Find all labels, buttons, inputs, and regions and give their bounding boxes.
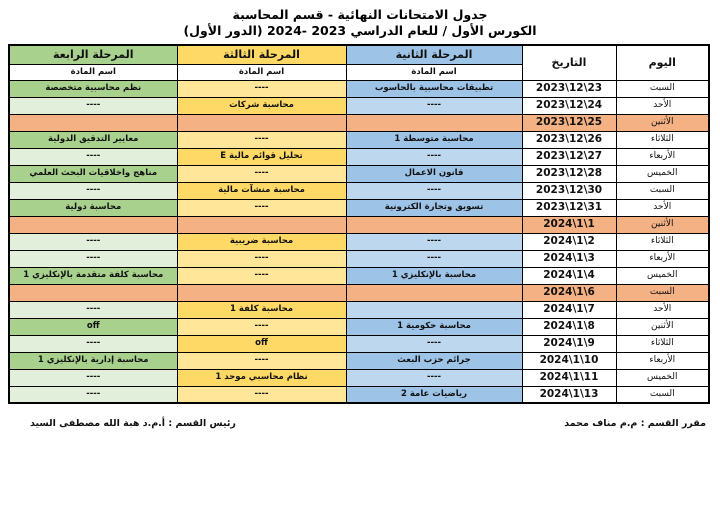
- stage2-header: المرحلة الثانية: [346, 45, 522, 64]
- date-cell: 30\12\2023: [522, 182, 616, 199]
- date-cell: 2\1\2024: [522, 233, 616, 250]
- stage3-cell: محاسبة شركات: [177, 97, 346, 114]
- stage2-cell: ----: [346, 182, 522, 199]
- table-row: [9, 284, 709, 301]
- date-cell: 26\12\2023: [522, 131, 616, 148]
- stage3-cell: محاسبة ضريبية: [177, 233, 346, 250]
- table-row: [9, 148, 709, 165]
- table-row: [9, 386, 709, 403]
- stage3-cell: ----: [177, 267, 346, 284]
- date-cell: 1\1\2024: [522, 216, 616, 233]
- stage4-cell: ----: [9, 97, 177, 114]
- stage3-cell: ----: [177, 199, 346, 216]
- stage2-cell: [346, 301, 522, 318]
- table-row: [9, 318, 709, 335]
- day-cell: السبت: [616, 80, 709, 97]
- stage4-header: المرحلة الرابعة: [9, 45, 177, 64]
- date-cell: 27\12\2023: [522, 148, 616, 165]
- date-cell: 9\1\2024: [522, 335, 616, 352]
- date-cell: 4\1\2024: [522, 267, 616, 284]
- stage2-cell: تطبيقات محاسبية بالحاسوب: [346, 80, 522, 97]
- table-row: [9, 199, 709, 216]
- title-line-1: جدول الامتحانات النهائية - قسم المحاسبة: [232, 7, 488, 22]
- stage2-cell: ----: [346, 233, 522, 250]
- stage2-cell: ----: [346, 335, 522, 352]
- stage4-subject-label: اسم المادة: [9, 64, 177, 80]
- table-row: [9, 114, 709, 131]
- stage4-cell: ----: [9, 369, 177, 386]
- day-cell: الأثنين: [616, 318, 709, 335]
- stage3-cell: ----: [177, 386, 346, 403]
- stage3-cell: ----: [177, 165, 346, 182]
- stage3-cell: محاسبة كلفة 1: [177, 301, 346, 318]
- stage4-cell: ----: [9, 301, 177, 318]
- stage3-subject-label: اسم المادة: [177, 64, 346, 80]
- stage4-cell: ----: [9, 335, 177, 352]
- day-cell: الثلاثاء: [616, 131, 709, 148]
- day-cell: الأحد: [616, 97, 709, 114]
- stage3-cell: ----: [177, 352, 346, 369]
- day-cell: الأربعاء: [616, 250, 709, 267]
- page-title: [0, 0, 720, 39]
- schedule-body: [9, 80, 709, 403]
- table-row: [9, 97, 709, 114]
- stage4-cell: محاسبة دولية: [9, 199, 177, 216]
- footer: [30, 418, 706, 429]
- stage3-header: المرحلة الثالثة: [177, 45, 346, 64]
- stage2-cell: ----: [346, 97, 522, 114]
- day-cell: الأثنين: [616, 216, 709, 233]
- table-row: [9, 267, 709, 284]
- stage4-cell: ----: [9, 148, 177, 165]
- day-cell: السبت: [616, 386, 709, 403]
- table-row: [9, 80, 709, 97]
- title-line-2: الكورس الأول / للعام الدراسي 2023 -2024 (الدور الأول): [183, 23, 537, 38]
- date-cell: 31\12\2023: [522, 199, 616, 216]
- table-row: [9, 301, 709, 318]
- header-row-stages: [9, 45, 709, 64]
- stage4-cell: محاسبة كلفة متقدمة بالإنكليزي 1: [9, 267, 177, 284]
- day-cell: الخميس: [616, 267, 709, 284]
- day-cell: الأربعاء: [616, 148, 709, 165]
- department-head: رئيس القسم : أ.م.د هبة الله مصطفى السيد: [30, 418, 236, 429]
- stage2-cell: محاسبة بالإنكليزي 1: [346, 267, 522, 284]
- date-cell: 6\1\2024: [522, 284, 616, 301]
- date-column-header: التاريخ: [522, 45, 616, 80]
- stage3-cell: ----: [177, 250, 346, 267]
- stage2-cell: قانون الاعمال: [346, 165, 522, 182]
- stage3-cell: تحليل قوائم مالية E: [177, 148, 346, 165]
- stage3-cell: [177, 284, 346, 301]
- day-cell: الثلاثاء: [616, 335, 709, 352]
- stage2-cell: تسويق وتجارة الكترونية: [346, 199, 522, 216]
- stage4-cell: ----: [9, 386, 177, 403]
- date-cell: 7\1\2024: [522, 301, 616, 318]
- table-row: [9, 233, 709, 250]
- exam-schedule-table: [8, 44, 710, 404]
- table-row: [9, 216, 709, 233]
- stage2-cell: ----: [346, 369, 522, 386]
- day-cell: الخميس: [616, 369, 709, 386]
- stage2-cell: [346, 216, 522, 233]
- day-cell: الثلاثاء: [616, 233, 709, 250]
- day-cell: السبت: [616, 284, 709, 301]
- day-cell: السبت: [616, 182, 709, 199]
- stage2-cell: [346, 284, 522, 301]
- stage3-cell: ----: [177, 131, 346, 148]
- stage2-cell: ----: [346, 250, 522, 267]
- stage4-cell: [9, 284, 177, 301]
- stage4-cell: [9, 216, 177, 233]
- day-cell: الأثنين: [616, 114, 709, 131]
- stage2-cell: ----: [346, 148, 522, 165]
- stage3-cell: محاسبة منشآت مالية: [177, 182, 346, 199]
- stage4-cell: نظم محاسبية متخصصة: [9, 80, 177, 97]
- date-cell: 13\1\2024: [522, 386, 616, 403]
- stage4-cell: ----: [9, 182, 177, 199]
- day-cell: الأحد: [616, 301, 709, 318]
- stage2-cell: محاسبة حكومية 1: [346, 318, 522, 335]
- stage4-cell: [9, 114, 177, 131]
- stage3-cell: [177, 114, 346, 131]
- stage4-cell: ----: [9, 250, 177, 267]
- date-cell: 8\1\2024: [522, 318, 616, 335]
- stage4-cell: مناهج واخلاقيات البحث العلمي: [9, 165, 177, 182]
- date-cell: 10\1\2024: [522, 352, 616, 369]
- date-cell: 11\1\2024: [522, 369, 616, 386]
- stage3-cell: off: [177, 335, 346, 352]
- stage4-cell: محاسبة إدارية بالإنكليزي 1: [9, 352, 177, 369]
- table-row: [9, 352, 709, 369]
- stage2-subject-label: اسم المادة: [346, 64, 522, 80]
- stage2-cell: محاسبة متوسطة 1: [346, 131, 522, 148]
- stage4-cell: معايير التدقيق الدولية: [9, 131, 177, 148]
- stage4-cell: ----: [9, 233, 177, 250]
- department-coordinator: مقرر القسم : م.م مناف محمد: [564, 418, 706, 429]
- table-row: [9, 182, 709, 199]
- table-row: [9, 165, 709, 182]
- date-cell: 24\12\2023: [522, 97, 616, 114]
- date-cell: 28\12\2023: [522, 165, 616, 182]
- day-cell: الأربعاء: [616, 352, 709, 369]
- day-cell: الأحد: [616, 199, 709, 216]
- day-cell: الخميس: [616, 165, 709, 182]
- stage3-cell: نظام محاسبي موحد 1: [177, 369, 346, 386]
- stage4-cell: off: [9, 318, 177, 335]
- date-cell: 3\1\2024: [522, 250, 616, 267]
- day-column-header: اليوم: [616, 45, 709, 80]
- table-row: [9, 131, 709, 148]
- date-cell: 23\12\2023: [522, 80, 616, 97]
- stage3-cell: ----: [177, 80, 346, 97]
- stage2-cell: [346, 114, 522, 131]
- table-row: [9, 335, 709, 352]
- table-row: [9, 369, 709, 386]
- stage3-cell: ----: [177, 318, 346, 335]
- stage2-cell: جرائم حزب البعث: [346, 352, 522, 369]
- stage3-cell: [177, 216, 346, 233]
- table-row: [9, 250, 709, 267]
- date-cell: 25\12\2023: [522, 114, 616, 131]
- stage2-cell: رياضيات عامة 2: [346, 386, 522, 403]
